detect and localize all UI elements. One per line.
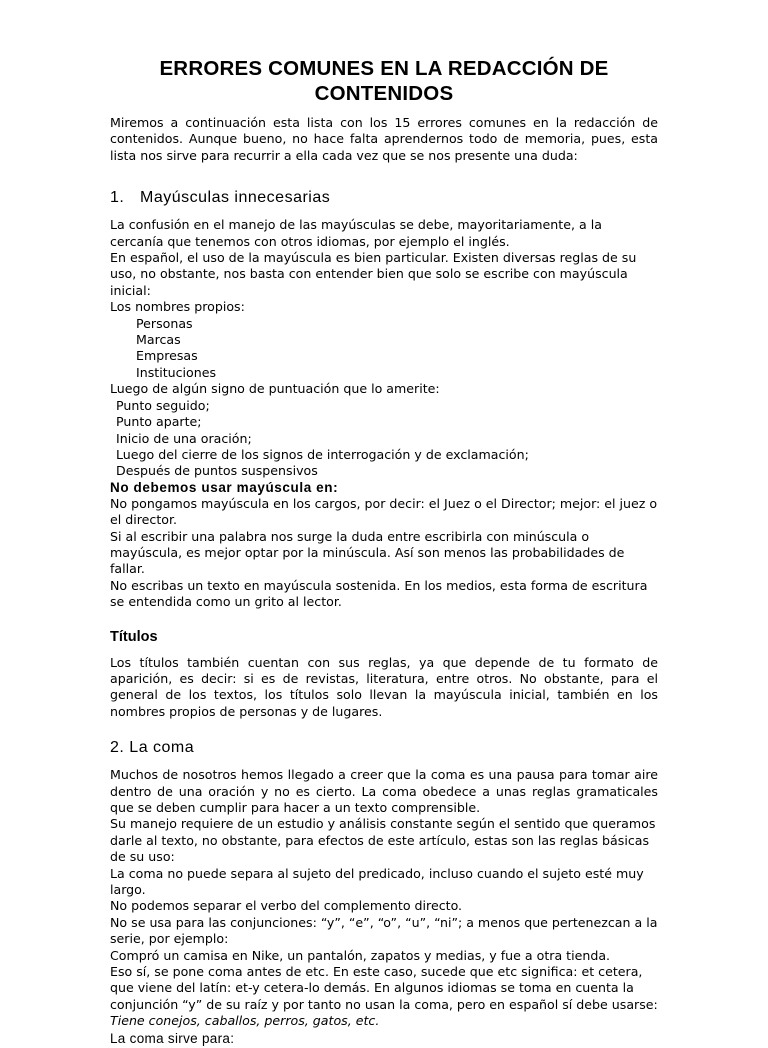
document-page	[110, 56, 658, 1048]
section-1-number: 1.	[110, 189, 125, 207]
list-item: Punto seguido;	[116, 397, 210, 413]
list-item: Punto aparte;	[116, 414, 202, 430]
list-item: Si al escribir una palabra nos surge la duda entre escribirla con minúscula o mayúscula, es mejor optar por la minúscula. Así son menos las probabilidades de fallar.	[110, 528, 625, 577]
section-2-paragraph-1: Muchos de nosotros hemos llegado a creer que la coma es una pausa para tomar aire dentro de una oración y no es cierto. La coma obedece a unas reglas gramaticales que se deben cumplir para hacer a un texto comprensible.	[110, 767, 658, 815]
list-item: Inicio de una oración;	[116, 430, 252, 446]
section-1-paragraph-1: La confusión en el manejo de las mayúsculas se debe, mayoritariamente, a la cercanía que tenemos con otros idiomas, por ejemplo el inglés.	[110, 217, 602, 249]
section-2-heading: 2. La coma	[110, 739, 195, 757]
rule-item: Eso sí, se pone coma antes de etc. En este caso, sucede que etc significa: et cetera, que viene del latín: et-y cetera-lo demás. En algunos idiomas se toma en cuenta la conjunción “y” de su raíz y por tanto no usan la coma, pero en español sí debe usarse:	[110, 964, 658, 1012]
intro-paragraph: Miremos a continuación esta lista con los 15 errores comunes en la redacción de contenidos. Aunque bueno, no hace falta aprendernos todo de memoria, pues, esta lista nos sirve para recurrir a ella cada vez que se nos presente una duda:	[110, 115, 658, 163]
example-line: Compró un camisa en Nike, un pantalón, zapatos y medias, y fue a otra tienda.	[110, 947, 611, 963]
closing-line: La coma sirve para:	[110, 1030, 235, 1046]
title-line-2: CONTENIDOS	[314, 82, 454, 105]
section-1-heading	[110, 188, 658, 208]
list-item: Luego del cierre de los signos de interrogación y de exclamación;	[116, 446, 529, 462]
list-item: Después de puntos suspensivos	[116, 463, 318, 479]
list-item: Empresas	[136, 348, 198, 364]
rule-item: La coma no puede separa al sujeto del predicado, incluso cuando el sujeto esté muy largo.	[110, 865, 644, 898]
section-1-title: Mayúsculas innecesarias	[140, 189, 331, 207]
rule-item: No podemos separar el verbo del complemento directo.	[110, 898, 463, 914]
list-item: No escribas un texto en mayúscula sostenida. En los medios, esta forma de escritura se entendida como un grito al lector.	[110, 577, 648, 610]
no-caps-heading: No debemos usar mayúscula en:	[110, 479, 339, 495]
document-title	[110, 56, 658, 106]
titles-heading: Títulos	[110, 628, 158, 645]
section-1-paragraph-2: En español, el uso de la mayúscula es bien particular. Existen diversas reglas de su uso, no obstante, nos basta con entender bien que solo se escribe con mayúscula inicial:	[110, 250, 637, 298]
list-item: Instituciones	[136, 364, 217, 380]
title-line-1: ERRORES COMUNES EN LA REDACCIÓN DE	[159, 57, 609, 80]
titles-paragraph: Los títulos también cuentan con sus reglas, ya que depende de tu formato de aparición, es decir: si es de revistas, literatura, entre otros. No obstante, para el general de los textos, los títulos solo llevan la mayúscula inicial, también en los nombres propios de personas y de lugares.	[110, 654, 658, 719]
section-2-paragraph-2: Su manejo requiere de un estudio y análisis constante según el sentido que queramos darle al texto, no obstante, para efectos de este artículo, estas son las reglas básicas de su uso:	[110, 816, 656, 865]
proper-names-label: Los nombres propios:	[110, 299, 245, 315]
punctuation-label: Luego de algún signo de puntuación que lo amerite:	[110, 381, 440, 397]
list-item: No pongamos mayúscula en los cargos, por decir: el Juez o el Director; mejor: el juez o el director.	[110, 495, 658, 528]
example-line-italic: Tiene conejos, caballos, perros, gatos, etc.	[110, 1013, 380, 1029]
list-item: Personas	[136, 315, 193, 331]
list-item: Marcas	[136, 332, 181, 348]
rule-item: No se usa para las conjunciones: “y”, “e”, “o”, “u”, “ni”; a menos que pertenezcan a la serie, por ejemplo:	[110, 914, 658, 947]
